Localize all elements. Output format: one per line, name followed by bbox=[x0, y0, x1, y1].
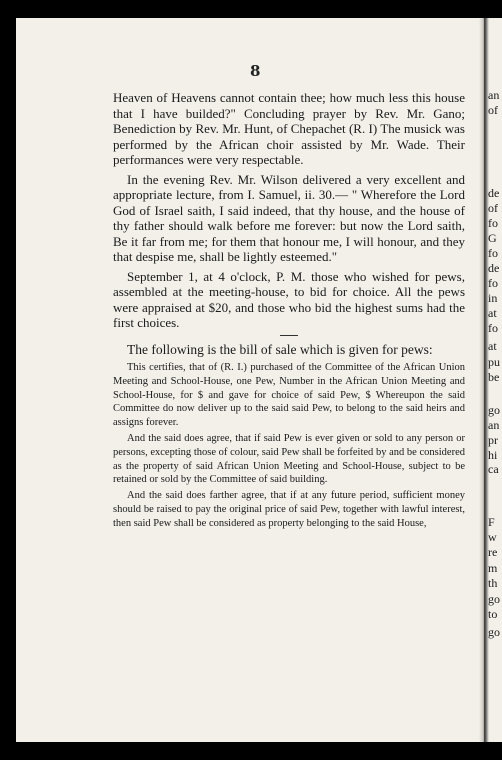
margin-fragment: of bbox=[488, 201, 498, 215]
bill-of-sale-form bbox=[113, 361, 465, 531]
margin-fragment: ca bbox=[488, 462, 499, 476]
form-paragraph-2: And the said does agree, that if said Pew is ever given or sold to any person or persons, excepting those of colour, said Pew shall be forfeited by and be considered as the property of said African Union Meeting and School-House, subject to be retained or sold by the Committee of said building. bbox=[113, 432, 465, 486]
margin-fragment: de bbox=[488, 261, 500, 275]
margin-fragment: th bbox=[488, 576, 498, 590]
margin-fragment: at bbox=[488, 306, 497, 320]
form-paragraph-3: And the said does farther agree, that if at any future period, sufficient money should be raised to pay the original price of said Pew, together with lawful interest, then said Pew shall be considered as property belonging to the said House, bbox=[113, 490, 465, 529]
margin-fragment: in bbox=[488, 291, 498, 305]
margin-fragment: fo bbox=[488, 276, 498, 290]
margin-fragment: to bbox=[488, 607, 498, 621]
margin-fragment: go bbox=[488, 592, 500, 606]
paragraph-2: In the evening Rev. Mr. Wilson delivered a very excellent and appropriate lecture, from I. Samuel, ii. 30.— " Wherefore the Lord God of Israel saith, I said indeed, that thy house, and the house of thy father should walk before me forever: but now the Lord saith, Be it far from me; for them that honour me, I will honour, and they that despise me, shall be lightly esteemed." bbox=[113, 171, 465, 264]
margin-fragment: pr bbox=[488, 433, 498, 447]
section-divider bbox=[280, 335, 298, 336]
margin-fragment: de bbox=[488, 186, 500, 200]
margin-fragment: go bbox=[488, 625, 500, 639]
page-number: 8 bbox=[250, 62, 261, 80]
bill-intro: The following is the bill of sale which is given for pews: bbox=[127, 341, 433, 357]
paragraph-1: Heaven of Heavens cannot contain thee; how much less this house that I have builded?" Concluding prayer by Rev. Mr. Gano; Benediction by Rev. Mr. Hunt, of Chepachet (R. I) The musick was performed by the African choir assisted by Mr. Wade. Their performances were very respectable. bbox=[113, 90, 465, 167]
margin-fragment: be bbox=[488, 370, 500, 384]
margin-fragment: go bbox=[488, 403, 500, 417]
margin-fragment: fo bbox=[488, 321, 498, 335]
margin-fragment: w bbox=[488, 530, 497, 544]
form-paragraph-1: This certifies, that of (R. I.) purchased of the Committee of the African Union Meeting and School-House, one Pew, Number in the African Union Meeting and School-House, for $ and gave for choice of said Pew, $ Whereupon the said Committee do now deliver up to the said said Pew, to belong to the said heirs and assigns forever. bbox=[113, 362, 465, 429]
margin-fragment: m bbox=[488, 561, 498, 575]
margin-fragment: an bbox=[488, 418, 500, 432]
margin-fragment: F bbox=[488, 515, 495, 529]
text-body bbox=[113, 90, 465, 533]
margin-fragment: at bbox=[488, 339, 497, 353]
margin-fragment: an bbox=[488, 88, 500, 102]
margin-fragment: G bbox=[488, 231, 497, 245]
margin-fragment: pu bbox=[488, 355, 500, 369]
margin-fragment: of bbox=[488, 103, 498, 117]
margin-fragment: fo bbox=[488, 246, 498, 260]
margin-fragment: fo bbox=[488, 216, 498, 230]
margin-fragment: hi bbox=[488, 448, 498, 462]
margin-fragment: re bbox=[488, 545, 498, 559]
paragraph-3: September 1, at 4 o'clock, P. M. those who wished for pews, assembled at the meeting-house, to bid for choice. All the pews were appraised at $20, and those who bid the highest sums had the first choices. bbox=[113, 268, 465, 330]
